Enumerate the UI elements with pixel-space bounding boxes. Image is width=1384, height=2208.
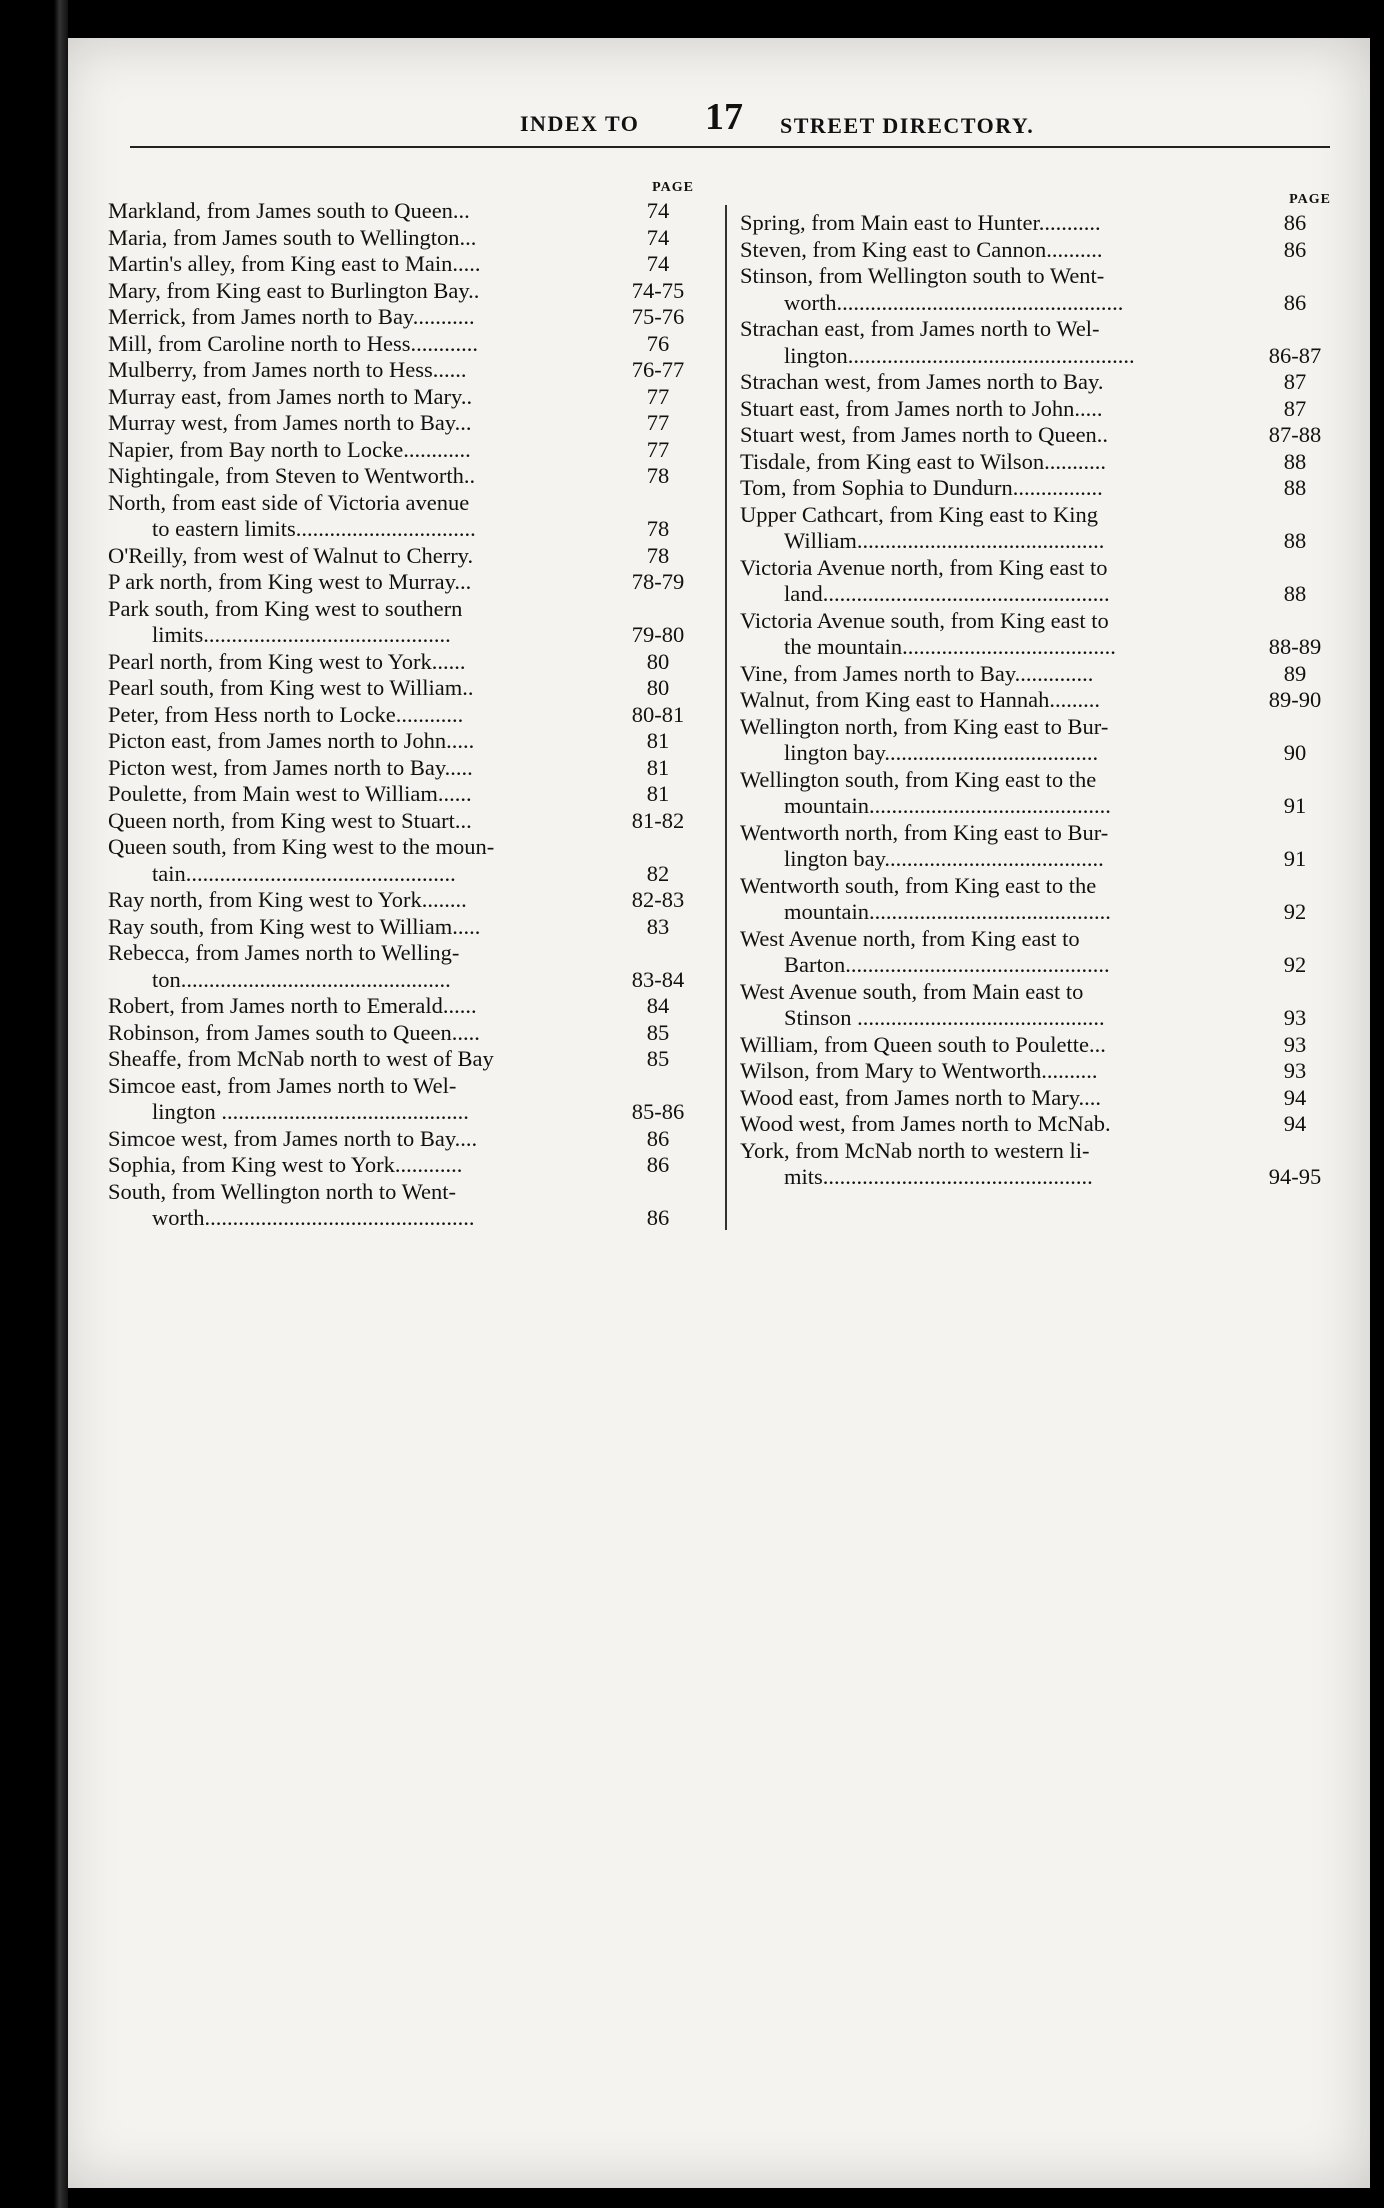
entry-page-number: 75-76	[631, 304, 685, 329]
entry-street-text: Strachan east, from James north to Wel-	[740, 316, 1100, 341]
entry-street-text: Stuart east, from James north to John.....	[740, 395, 1103, 421]
entry-continuation-text: Barton...............................................	[784, 952, 1110, 977]
entry-page-number: 80-81	[631, 701, 685, 727]
entry-continuation-text: worth...................................................	[784, 289, 1124, 315]
entry-page-number: 88	[1283, 475, 1307, 500]
index-entry	[740, 396, 1335, 423]
entry-page-number: 80	[646, 675, 670, 700]
index-entry	[108, 781, 698, 808]
entry-street-text: O'Reilly, from west of Walnut to Cherry.	[108, 542, 474, 568]
entry-page-number: 87-88	[1268, 422, 1322, 447]
left-index-column	[108, 178, 698, 1232]
entry-continuation-text: William............................................	[784, 528, 1105, 553]
entry-page-number: 76	[646, 330, 670, 356]
entry-continuation-text: ton................................................	[152, 966, 451, 992]
entry-street-text: Queen south, from King west to the moun-	[108, 834, 495, 859]
entry-page-number: 81	[646, 728, 670, 753]
entry-continuation-text: lington...................................................	[784, 342, 1135, 368]
header-rule	[130, 146, 1330, 148]
header-left-text: INDEX TO	[520, 111, 640, 136]
entry-street-text: Wellington south, from King east to the	[740, 766, 1097, 792]
entry-street-text: South, from Wellington north to Went-	[108, 1178, 457, 1204]
entry-page-number: 91	[1283, 846, 1307, 871]
entry-continuation-text: limits............................................	[152, 622, 451, 647]
entry-street-text: Sophia, from King west to York............	[108, 1152, 463, 1177]
index-entry	[108, 463, 698, 490]
index-entry	[740, 820, 1335, 873]
right-index-column	[740, 190, 1335, 1191]
entry-page-number: 90	[1283, 740, 1307, 765]
index-entry	[108, 410, 698, 437]
index-entry	[108, 225, 698, 252]
index-entry	[108, 675, 698, 702]
index-entry	[108, 808, 698, 835]
page-binding-edge	[54, 0, 68, 2208]
entry-continuation-text: the mountain......................................	[784, 634, 1116, 659]
entry-page-number: 80	[646, 648, 670, 674]
index-entry	[740, 422, 1335, 449]
entry-street-text: West Avenue north, from King east to	[740, 925, 1080, 951]
entry-page-number: 81	[646, 781, 670, 806]
index-entry	[108, 887, 698, 914]
entry-street-text: Nightingale, from Steven to Wentworth..	[108, 463, 476, 488]
index-entry	[108, 278, 698, 305]
index-entry	[108, 1126, 698, 1153]
entry-page-number: 85	[646, 1046, 670, 1071]
entry-street-text: Spring, from Main east to Hunter...........	[740, 210, 1101, 235]
index-entry	[108, 1152, 698, 1179]
entry-page-number: 74	[646, 198, 670, 223]
entry-street-text: Wentworth south, from King east to the	[740, 872, 1097, 898]
entry-page-number: 89	[1283, 660, 1307, 686]
index-entry	[740, 475, 1335, 502]
index-entry	[108, 543, 698, 570]
index-entry	[108, 702, 698, 729]
entry-page-number: 93	[1283, 1058, 1307, 1083]
entry-street-text: Mulberry, from James north to Hess......	[108, 357, 467, 382]
index-entry	[740, 210, 1335, 237]
entry-continuation-text: to eastern limits................................	[152, 516, 476, 541]
index-entry	[108, 1020, 698, 1047]
index-entry	[740, 1085, 1335, 1112]
entry-page-number: 92	[1283, 952, 1307, 977]
entry-page-number: 86	[646, 1205, 670, 1230]
index-entry	[740, 1058, 1335, 1085]
entry-page-number: 84	[646, 993, 670, 1018]
index-entry	[740, 555, 1335, 608]
index-entry	[740, 926, 1335, 979]
entry-street-text: Pearl south, from King west to William..	[108, 675, 474, 700]
index-entry	[108, 437, 698, 464]
entry-page-number: 76-77	[631, 357, 685, 382]
entry-page-number: 83-84	[631, 966, 685, 992]
entry-continuation-text: mountain...........................................	[784, 899, 1111, 924]
index-entry	[108, 357, 698, 384]
entry-street-text: Sheaffe, from McNab north to west of Bay	[108, 1046, 494, 1071]
entry-street-text: Simcoe east, from James north to Wel-	[108, 1072, 457, 1098]
index-entry	[108, 728, 698, 755]
entry-page-number: 82	[646, 860, 670, 886]
index-entry	[108, 914, 698, 941]
entry-street-text: York, from McNab north to western li-	[740, 1137, 1090, 1163]
index-entry	[108, 596, 698, 649]
entry-street-text: West Avenue south, from Main east to	[740, 978, 1084, 1004]
entry-street-text: Upper Cathcart, from King east to King	[740, 501, 1099, 527]
entry-street-text: Peter, from Hess north to Locke............	[108, 701, 464, 727]
entry-street-text: Wood west, from James north to McNab.	[740, 1111, 1111, 1136]
header-right-text: STREET DIRECTORY.	[780, 113, 1035, 138]
entry-street-text: Wood east, from James north to Mary....	[740, 1084, 1102, 1110]
entry-street-text: Martin's alley, from King east to Main.....	[108, 251, 481, 276]
entry-page-number: 78	[646, 516, 670, 541]
entry-page-number: 85-86	[631, 1099, 685, 1124]
entry-page-number: 81	[646, 754, 670, 780]
entry-page-number: 78-79	[631, 569, 685, 594]
index-entry	[108, 569, 698, 596]
index-entry	[740, 502, 1335, 555]
entry-continuation-text: Stinson ............................................	[784, 1005, 1105, 1030]
entry-page-number: 93	[1283, 1005, 1307, 1030]
page-column-label: PAGE	[652, 180, 694, 195]
entry-page-number: 86	[1283, 289, 1307, 315]
entry-street-text: Queen north, from King west to Stuart...	[108, 807, 472, 833]
entry-page-number: 77	[646, 436, 670, 462]
entry-page-number: 94-95	[1268, 1164, 1322, 1189]
index-entry	[108, 649, 698, 676]
entry-street-text: Park south, from King west to southern	[108, 595, 463, 621]
entry-page-number: 86	[1283, 210, 1307, 235]
entry-street-text: Picton east, from James north to John.....	[108, 728, 475, 753]
entry-continuation-text: worth................................................	[152, 1205, 475, 1230]
entry-street-text: Walnut, from King east to Hannah.........	[740, 687, 1100, 712]
entry-street-text: Robert, from James north to Emerald......	[108, 993, 477, 1018]
entry-continuation-text: mits................................................	[784, 1164, 1093, 1189]
index-entry	[108, 940, 698, 993]
index-entry	[740, 608, 1335, 661]
entry-page-number: 94	[1283, 1084, 1307, 1110]
column-divider	[725, 205, 727, 1230]
page-column-label: PAGE	[1289, 192, 1331, 207]
index-entry	[740, 1138, 1335, 1191]
entry-street-text: Pearl north, from King west to York......	[108, 648, 466, 674]
entry-street-text: Napier, from Bay north to Locke............	[108, 436, 471, 462]
index-entry	[740, 263, 1335, 316]
entry-page-number: 86-87	[1268, 342, 1322, 368]
page-number: 17	[705, 96, 743, 138]
entry-page-number: 86	[1283, 236, 1307, 262]
entry-street-text: Rebecca, from James north to Welling-	[108, 940, 460, 965]
entry-page-number: 93	[1283, 1031, 1307, 1057]
index-entry	[108, 490, 698, 543]
entry-street-text: Markland, from James south to Queen...	[108, 198, 470, 223]
entry-page-number: 87	[1283, 369, 1307, 394]
entry-street-text: P ark north, from King west to Murray...	[108, 569, 472, 594]
index-entry	[740, 687, 1335, 714]
entry-street-text: Poulette, from Main west to William......	[108, 781, 472, 806]
entry-page-number: 94	[1283, 1111, 1307, 1136]
index-entry	[108, 1046, 698, 1073]
index-entry	[740, 369, 1335, 396]
entry-street-text: Stuart west, from James north to Queen..	[740, 422, 1109, 447]
index-entry	[108, 384, 698, 411]
entry-street-text: Picton west, from James north to Bay.....	[108, 754, 473, 780]
index-entry	[108, 834, 698, 887]
index-entry	[108, 198, 698, 225]
entry-page-number: 88	[1283, 448, 1307, 474]
entry-page-number: 88-89	[1268, 634, 1322, 659]
index-entry	[108, 1073, 698, 1126]
entry-page-number: 83	[646, 913, 670, 939]
entry-street-text: Wentworth north, from King east to Bur-	[740, 819, 1109, 845]
entry-street-text: Mary, from King east to Burlington Bay..	[108, 277, 480, 303]
entry-page-number: 81-82	[631, 807, 685, 833]
entry-continuation-text: land...................................................	[784, 581, 1110, 606]
entry-street-text: Murray west, from James north to Bay...	[108, 410, 472, 435]
index-entry	[740, 1111, 1335, 1138]
entry-street-text: Tom, from Sophia to Dundurn................	[740, 475, 1103, 500]
index-entry	[740, 449, 1335, 476]
entry-street-text: Victoria Avenue north, from King east to	[740, 554, 1108, 580]
index-entry	[740, 237, 1335, 264]
entry-page-number: 74	[646, 251, 670, 276]
index-entry	[108, 993, 698, 1020]
entry-continuation-text: lington bay......................................	[784, 740, 1099, 765]
entry-street-text: Vine, from James north to Bay..............	[740, 660, 1094, 686]
entry-continuation-text: mountain...........................................	[784, 793, 1111, 818]
entry-page-number: 82-83	[631, 887, 685, 912]
entry-street-text: Wilson, from Mary to Wentworth..........	[740, 1058, 1098, 1083]
entry-continuation-text: lington ............................................	[152, 1099, 469, 1124]
entry-street-text: Murray east, from James north to Mary..	[108, 383, 473, 409]
entry-street-text: Tisdale, from King east to Wilson...........	[740, 448, 1106, 474]
entry-street-text: Mill, from Caroline north to Hess............	[108, 330, 478, 356]
entry-page-number: 79-80	[631, 622, 685, 647]
entry-street-text: Strachan west, from James north to Bay.	[740, 369, 1104, 394]
entry-street-text: Ray south, from King west to William.....	[108, 913, 481, 939]
entry-street-text: Simcoe west, from James north to Bay....	[108, 1125, 478, 1151]
entry-page-number: 74	[646, 224, 670, 250]
entry-street-text: Ray north, from King west to York........	[108, 887, 467, 912]
index-entry	[740, 979, 1335, 1032]
entry-street-text: William, from Queen south to Poulette...	[740, 1031, 1106, 1057]
entry-page-number: 85	[646, 1019, 670, 1045]
entry-street-text: Steven, from King east to Cannon..........	[740, 236, 1103, 262]
entry-page-number: 86	[646, 1125, 670, 1151]
left-entry-list	[108, 198, 698, 1232]
entry-page-number: 88	[1283, 528, 1307, 553]
entry-street-text: Wellington north, from King east to Bur-	[740, 713, 1109, 739]
entry-street-text: Robinson, from James south to Queen.....	[108, 1019, 480, 1045]
index-entry	[108, 1179, 698, 1232]
entry-page-number: 74-75	[631, 277, 685, 303]
entry-page-number: 77	[646, 410, 670, 435]
index-entry	[108, 331, 698, 358]
right-entry-list	[740, 210, 1335, 1191]
running-header	[130, 95, 1330, 145]
entry-street-text: Victoria Avenue south, from King east to	[740, 607, 1109, 633]
entry-street-text: Maria, from James south to Wellington...	[108, 224, 477, 250]
entry-page-number: 87	[1283, 395, 1307, 421]
index-entry	[740, 661, 1335, 688]
entry-page-number: 77	[646, 383, 670, 409]
index-entry	[740, 714, 1335, 767]
entry-street-text: Merrick, from James north to Bay...........	[108, 304, 475, 329]
entry-continuation-text: lington bay.......................................	[784, 846, 1104, 871]
index-entry	[740, 316, 1335, 369]
entry-page-number: 91	[1283, 793, 1307, 818]
entry-page-number: 86	[646, 1152, 670, 1177]
index-entry	[108, 755, 698, 782]
entry-street-text: Stinson, from Wellington south to Went-	[740, 263, 1105, 288]
entry-page-number: 78	[646, 463, 670, 488]
index-entry	[108, 251, 698, 278]
entry-page-number: 92	[1283, 899, 1307, 924]
entry-page-number: 89-90	[1268, 687, 1322, 712]
entry-street-text: North, from east side of Victoria avenue	[108, 489, 470, 515]
entry-continuation-text: tain................................................	[152, 860, 456, 886]
entry-page-number: 78	[646, 542, 670, 568]
index-entry	[740, 1032, 1335, 1059]
index-entry	[740, 873, 1335, 926]
entry-page-number: 88	[1283, 581, 1307, 606]
index-entry	[108, 304, 698, 331]
index-entry	[740, 767, 1335, 820]
